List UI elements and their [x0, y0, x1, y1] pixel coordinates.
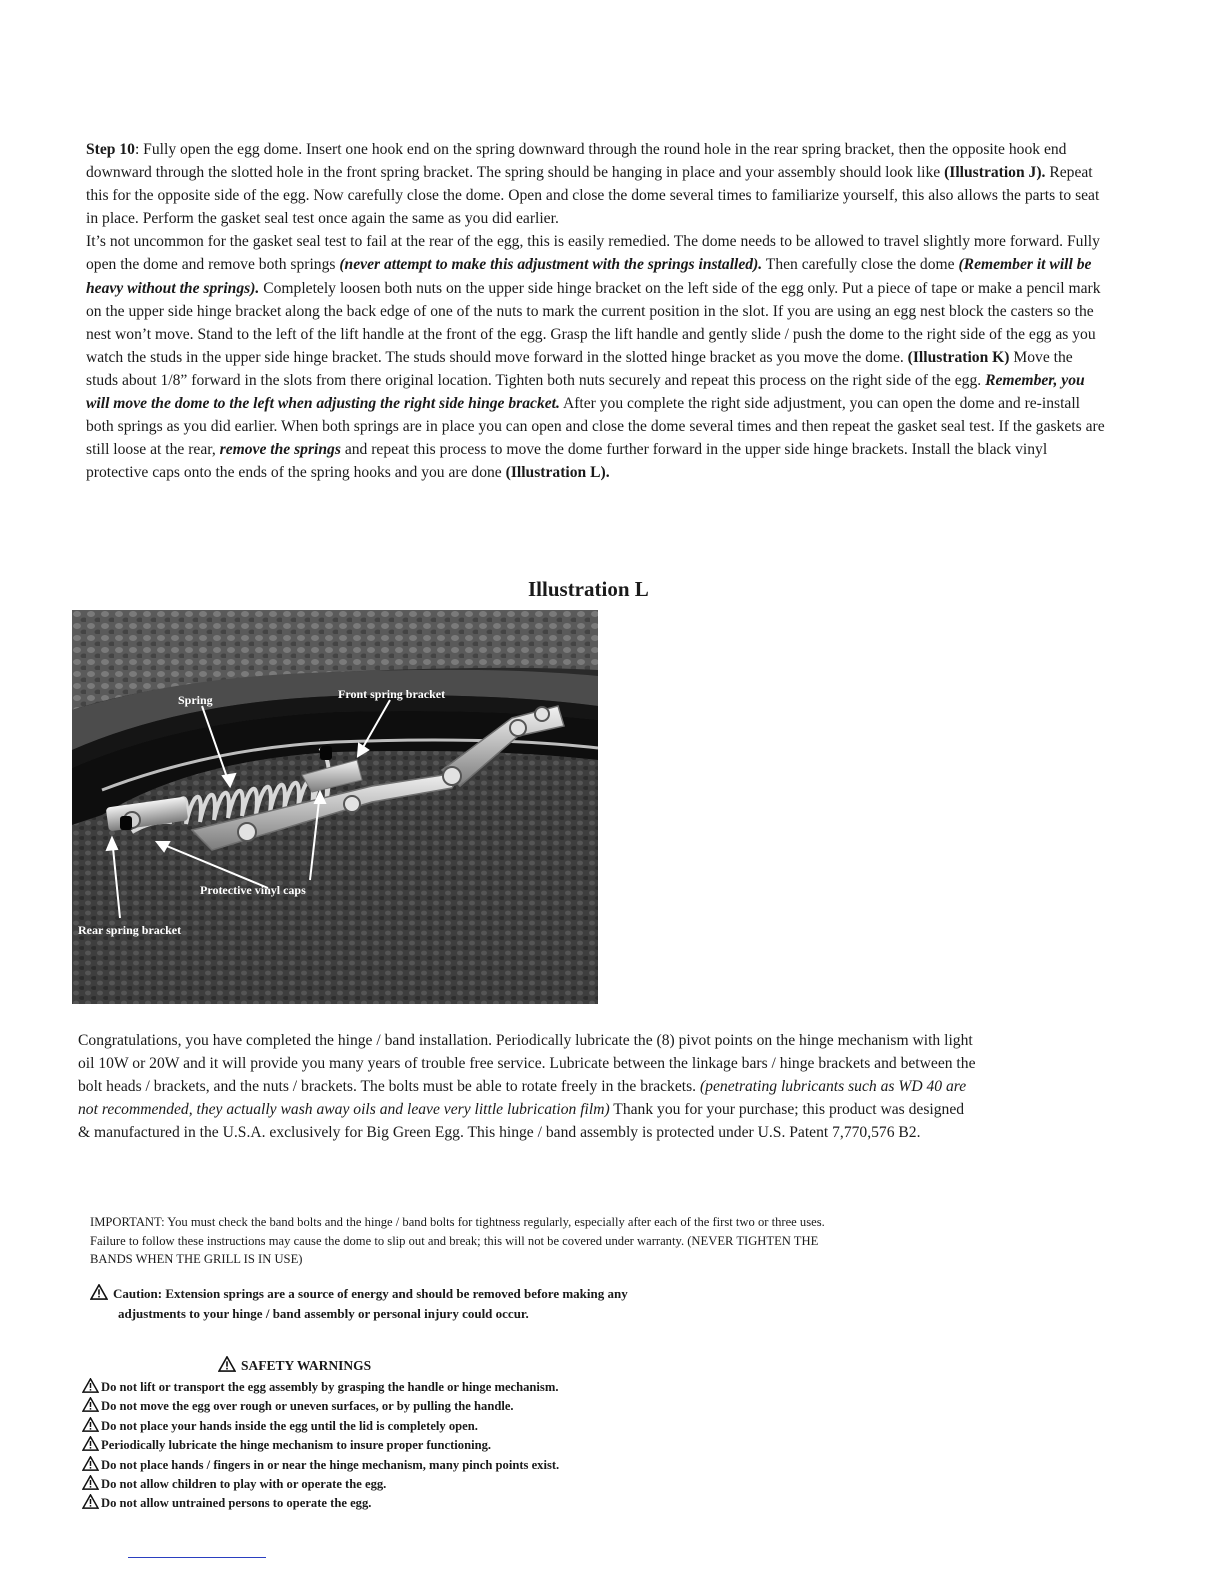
illustration-j-ref: (Illustration J). [944, 164, 1046, 182]
footnote-separator [128, 1557, 266, 1558]
warning-triangle-icon [82, 1456, 99, 1471]
safety-warning-item: Do not lift or transport the egg assembly by grasping the handle or hinge mechanism. [82, 1378, 802, 1397]
safety-warning-item: Do not place your hands inside the egg until the lid is completely open. [82, 1417, 802, 1436]
step-10-instructions [86, 138, 1108, 484]
caution-line-1: Caution: Extension springs are a source of energy and should be removed before making any [113, 1286, 628, 1301]
safety-warning-item: Do not allow children to play with or operate the egg. [82, 1475, 802, 1494]
step-10-label: Step 10 [86, 141, 135, 158]
safety-warnings-list [82, 1378, 802, 1514]
warning-triangle-icon [82, 1494, 99, 1509]
hinge-photo [72, 610, 598, 1004]
caution-line-2: adjustments to your hinge / band assembly or personal injury could occur. [118, 1306, 529, 1321]
step-10-paragraph: Step 10: Fully open the egg dome. Insert one hook end on the spring downward through the round hole in the rear spring bracket, then the opposite hook end downward through the slotted hole in the front spring bracket. The spring should be hanging in place and your assembly should look like (Illustration J). Repeat this for the opposite side of the egg. Now carefully close the dome. Open and close the dome several times to familiarize yourself, this also allows the parts to seat in place. Perform the gasket seal test once again the same as you did earlier. [86, 141, 1100, 228]
lubricant-note: (penetrating lubricants such as WD 40 are not recommended, they actually wash away oils and leave very little lubrication film) [78, 1077, 967, 1118]
warning-triangle-icon [82, 1417, 99, 1432]
safety-warnings-title: SAFETY WARNINGS [218, 1356, 371, 1374]
warning-triangle-icon [218, 1356, 236, 1372]
warning-triangle-icon [82, 1397, 99, 1412]
safety-warning-item: Periodically lubricate the hinge mechanism to insure proper functioning. [82, 1436, 802, 1455]
safety-warning-item: Do not move the egg over rough or uneven surfaces, or by pulling the handle. [82, 1397, 802, 1416]
label-spring: Spring [178, 693, 213, 707]
label-front-spring-bracket: Front spring bracket [338, 687, 446, 701]
warning-triangle-icon [82, 1436, 99, 1451]
label-rear-spring-bracket: Rear spring bracket [78, 923, 182, 937]
congratulations-paragraph: Congratulations, you have completed the hinge / band installation. Periodically lubricate the (8) pivot points on the hinge mechanism with light oil 10W or 20W and it will provide you many years of trouble free service. Lubricate between the linkage bars / hinge brackets and between the bolt heads / brackets, and the nuts / brackets. The bolts must be able to rotate freely in the brackets. (penetrating lubricants such as WD 40 are not recommended, they actually wash away oils and leave very little lubrication film) Thank you for your purchase; this product was designed & manufactured in the U.S.A. exclusively for Big Green Egg. This hinge / band assembly is protected under U.S. Patent 7,770,576 B2. [78, 1032, 976, 1141]
label-protective-vinyl-caps: Protective vinyl caps [200, 883, 306, 897]
warning-triangle-icon [82, 1475, 99, 1490]
warning-triangle-icon [90, 1284, 108, 1300]
illustration-title: Illustration L [528, 577, 649, 601]
safety-warning-item: Do not allow untrained persons to operate the egg. [82, 1494, 802, 1513]
safety-warning-item: Do not place hands / fingers in or near the hinge mechanism, many pinch points exist. [82, 1456, 802, 1475]
illustration-l-ref: (Illustration L). [505, 464, 610, 482]
illustration-k-ref: (Illustration K) [907, 348, 1010, 366]
caution-notice [90, 1284, 810, 1324]
warning-triangle-icon [82, 1378, 99, 1393]
adjustment-paragraph: It’s not uncommon for the gasket seal test to fail at the rear of the egg, this is easily remedied. The dome needs to be allowed to travel slightly more forward. Fully open the dome and remove both springs (never attempt to make this adjustment with the springs installed). Then carefully close the dome (Remember it will be heavy without the springs). Completely loosen both nuts on the upper side hinge bracket on the left side of the egg only. Put a piece of tape or make a pencil mark on the upper side hinge bracket along the back edge of one of the nuts to mark the current position in the slot. If you are using an egg nest block the casters so the nest won’t move. Stand to the left of the lift handle at the front of the egg. Grasp the lift handle and gently slide / push the dome to the right side of the egg as you watch the studs in the upper side hinge bracket. The studs should move forward in the slotted hinge bracket as you move the dome. (Illustration K) Move the studs about 1/8” forward in the slots from there original location. Tighten both nuts securely and repeat this process on the right side of the egg. Remember, you will move the dome to the left when adjusting the right side hinge bracket. After you complete the right side adjustment, you can open the dome and re-install both springs as you did earlier. When both springs are in place you can open and close the dome several times and then repeat the gasket seal test. If the gaskets are still loose at the rear, remove the springs and repeat this process to move the dome further forward in the upper side hinge brackets. Install the black vinyl protective caps onto the ends of the spring hooks and you are done (Illustration L). [86, 233, 1105, 482]
important-notice: IMPORTANT: You must check the band bolts and the hinge / band bolts for tightness regularly, especially after each of the first two or three uses. Failure to follow these instructions may cause the dome to slip out and break; this will not be covered under warranty. (NEVER TIGHTEN THE BANDS WHEN THE GRILL IS IN USE) [90, 1215, 825, 1266]
